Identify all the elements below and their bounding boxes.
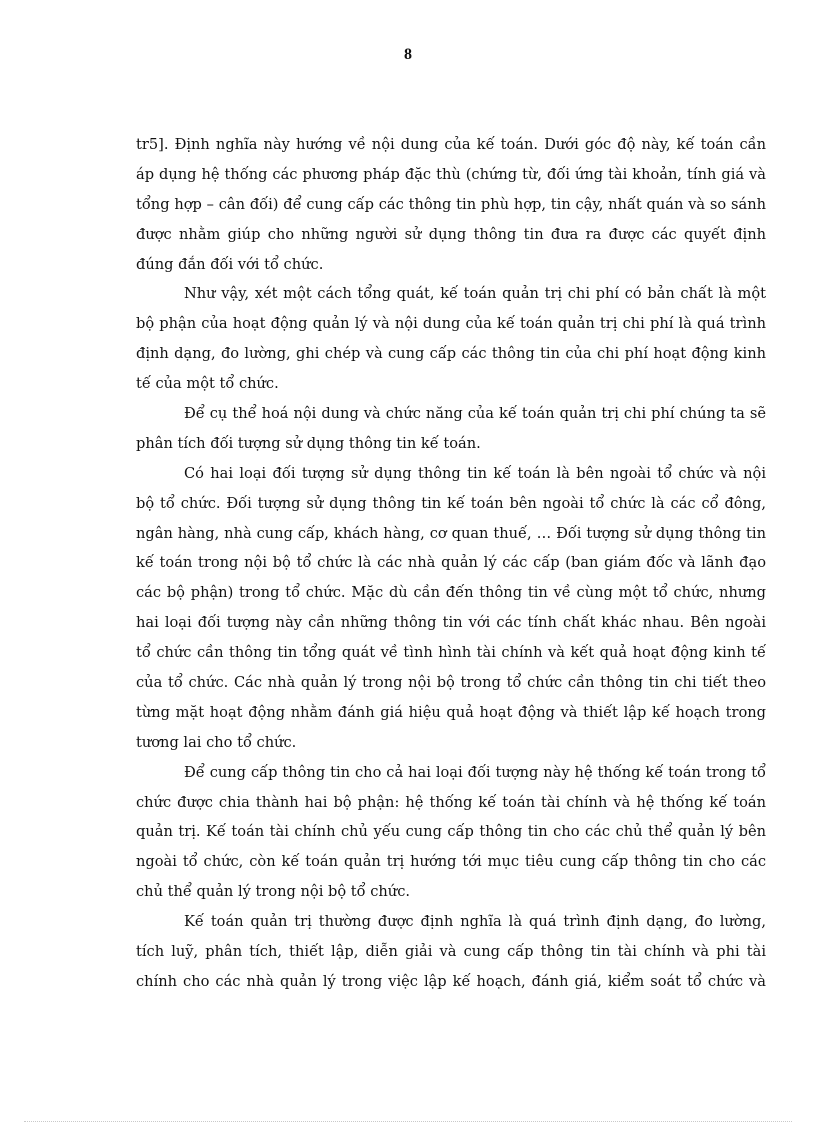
text-line: áp dụng hệ thống các phương pháp đặc thù (chứng từ, đối ứng tài khoản, tính giá và bbox=[136, 165, 766, 183]
text-line: tế của một tổ chức. bbox=[136, 375, 279, 393]
text-line: bộ phận của hoạt động quản lý và nội dung của kế toán quản trị chi phí là quá trình bbox=[136, 315, 766, 333]
text-line: chức được chia thành hai bộ phận: hệ thống kế toán tài chính và hệ thống kế toán bbox=[136, 793, 766, 811]
text-line: từng mặt hoạt động nhằm đánh giá hiệu quả hoạt động và thiết lập kế hoạch trong bbox=[136, 703, 766, 721]
text-line: tương lai cho tổ chức. bbox=[136, 733, 297, 751]
text-line: quản trị. Kế toán tài chính chủ yếu cung cấp thông tin cho các chủ thể quản lý bên bbox=[136, 823, 766, 841]
paragraph bbox=[136, 279, 766, 399]
text-line: phân tích đối tượng sử dụng thông tin kế toán. bbox=[136, 434, 481, 452]
document-body bbox=[136, 130, 766, 997]
paragraph bbox=[136, 907, 766, 997]
text-line: Kế toán quản trị thường được định nghĩa là quá trình định dạng, đo lường, bbox=[184, 913, 766, 931]
text-line: Như vậy, xét một cách tổng quát, kế toán quản trị chi phí có bản chất là một bbox=[184, 285, 766, 303]
text-line: các bộ phận) trong tổ chức. Mặc dù cần đến thông tin về cùng một tổ chức, nhưng bbox=[136, 584, 766, 602]
text-line: của tổ chức. Các nhà quản lý trong nội bộ trong tổ chức cần thông tin chi tiết theo bbox=[136, 674, 766, 692]
text-line: ngân hàng, nhà cung cấp, khách hàng, cơ quan thuế, … Đối tượng sử dụng thông tin bbox=[136, 524, 766, 542]
paragraph bbox=[136, 130, 766, 279]
text-line: chủ thể quản lý trong nội bộ tổ chức. bbox=[136, 883, 411, 901]
text-line: đúng đắn đối với tổ chức. bbox=[136, 255, 324, 273]
text-line: Để cụ thể hoá nội dung và chức năng của kế toán quản trị chi phí chúng ta sẽ bbox=[184, 405, 766, 423]
text-line: tổng hợp – cân đối) để cung cấp các thông tin phù hợp, tin cậy, nhất quán và so sánh bbox=[136, 195, 766, 213]
paragraph bbox=[136, 758, 766, 907]
text-line: được nhằm giúp cho những người sử dụng thông tin đưa ra được các quyết định bbox=[136, 225, 766, 243]
page-number: 8 bbox=[404, 46, 412, 63]
text-line: tổ chức cần thông tin tổng quát về tình hình tài chính và kết quả hoạt động kinh tế bbox=[136, 644, 766, 662]
text-line: ngoài tổ chức, còn kế toán quản trị hướng tới mục tiêu cung cấp thông tin cho các bbox=[136, 853, 766, 871]
paragraph bbox=[136, 459, 766, 758]
paragraph bbox=[136, 399, 766, 459]
text-line: kế toán trong nội bộ tổ chức là các nhà quản lý các cấp (ban giám đốc và lãnh đạo bbox=[136, 554, 766, 572]
text-line: hai loại đối tượng này cần những thông tin với các tính chất khác nhau. Bên ngoài bbox=[136, 614, 766, 632]
text-line: Có hai loại đối tượng sử dụng thông tin kế toán là bên ngoài tổ chức và nội bbox=[184, 464, 766, 482]
text-line: tr5]. Định nghĩa này hướng về nội dung của kế toán. Dưới góc độ này, kế toán cần bbox=[136, 136, 766, 153]
text-line: bộ tổ chức. Đối tượng sử dụng thông tin kế toán bên ngoài tổ chức là các cổ đông, bbox=[136, 494, 766, 512]
text-line: định dạng, đo lường, ghi chép và cung cấp các thông tin của chi phí hoạt động kinh bbox=[136, 345, 766, 363]
text-line: chính cho các nhà quản lý trong việc lập kế hoạch, đánh giá, kiểm soát tổ chức và bbox=[136, 972, 766, 990]
text-line: Để cung cấp thông tin cho cả hai loại đối tượng này hệ thống kế toán trong tổ bbox=[184, 763, 766, 781]
text-line: tích luỹ, phân tích, thiết lập, diễn giải và cung cấp thông tin tài chính và phi tài bbox=[136, 943, 766, 961]
page-bottom-rule bbox=[24, 1121, 792, 1122]
